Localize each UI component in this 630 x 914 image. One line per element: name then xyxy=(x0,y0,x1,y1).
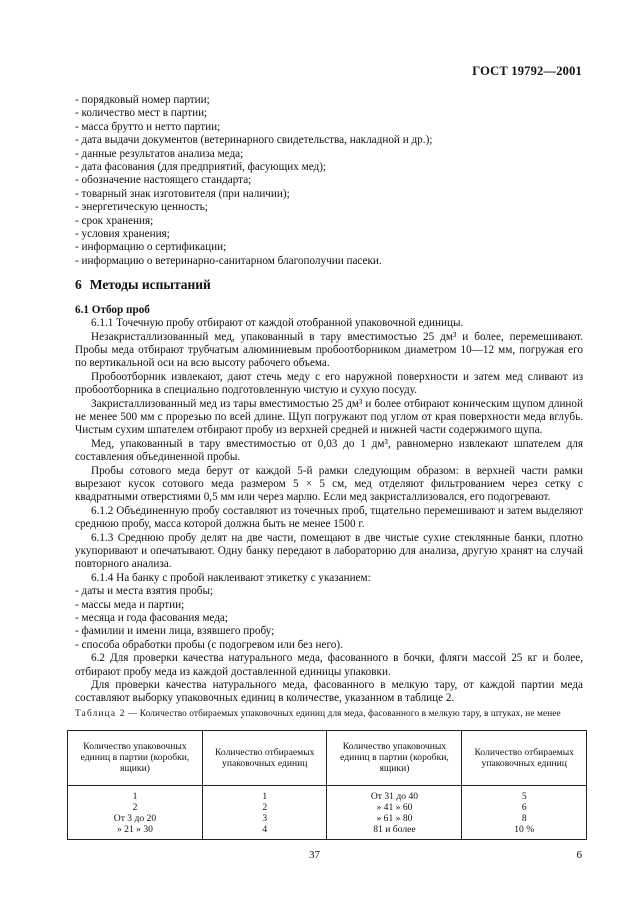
cell-value: 4 xyxy=(262,823,268,835)
table-header-cell: Количество отбираемых упаковочных единиц xyxy=(462,730,587,785)
table-caption xyxy=(75,709,583,720)
table-header-cell: Количество упаковочных единиц в партии (коробки, ящики) xyxy=(327,730,462,785)
cell-value: 8 xyxy=(521,812,527,824)
list-item: - масса брутто и нетто партии; xyxy=(75,121,583,134)
table-caption-label: Таблица 2 xyxy=(75,708,126,719)
cell-value: 1 xyxy=(262,790,268,802)
list-item: - информацию о ветеринарно-санитарном благополучии пасеки. xyxy=(75,255,583,268)
list-item: - массы меда и партии; xyxy=(75,599,583,612)
table-header-cell: Количество отбираемых упаковочных единиц xyxy=(202,730,327,785)
sampling-table xyxy=(67,730,587,840)
paragraph: Незакристаллизованный мед, упакованный в тару вместимостью 25 дм³ и более, перемешивают. Пробы меда отбирают трубчатым алюминиевым пробоотборником диаметром 10—12 мм, погружая его по вертикальной оси на всю высоту рабочего объема. xyxy=(75,330,583,370)
paragraph: 6.1.4 На банку с пробой наклеивают этикетку с указанием: xyxy=(91,571,371,584)
paragraph: Пробы сотового меда берут от каждой 5-й рамки следующим образом: в верхней части рамки вырезают кусок сотового меда размером 5 × 5 см, мед отделяют фильтрованием через сетку с квадратными отверстиями 0,5 мм или через марлю. Если мед закристаллизовался, его подогревают. xyxy=(75,464,583,504)
table-header-row xyxy=(68,730,587,785)
table-cell xyxy=(327,785,462,839)
list-item: - дата фасования (для предприятий, фасующих мед); xyxy=(75,161,583,174)
cell-value: 1 xyxy=(132,790,138,802)
cell-value: От 3 до 20 xyxy=(113,812,157,824)
cell-value: 81 и более xyxy=(373,823,416,835)
table-row xyxy=(68,785,587,839)
paragraph: 6.2 Для проверки качества натурального меда, фасованного в бочки, фляги массой 25 кг и более, отбирают пробу меда из каждой доставленной единицы упаковки. xyxy=(75,652,583,678)
paragraph: Пробоотборник извлекают, дают стечь меду с его наружной поверхности и затем мед сливают из пробоотборника в специально подготовленную чистую и сухую посуду. xyxy=(75,370,583,397)
cell-value: 10 % xyxy=(514,823,535,835)
list-item: - количество мест в партии; xyxy=(75,107,583,120)
cell-value: » 21 » 30 xyxy=(116,823,153,835)
page-content xyxy=(75,94,583,840)
label-info-list xyxy=(75,94,583,268)
label-contents-list xyxy=(75,585,583,652)
paragraph: 6.1.3 Среднюю пробу делят на две части, помещают в две чистые сухие стеклянные банки, плотно укупоривают и опечатывают. Одну банку передают в лабораторию для анализа, другую хранят на случай повторного анализа. xyxy=(75,531,583,571)
cell-value: 6 xyxy=(521,801,527,813)
paragraph: 6.1.2 Объединенную пробу составляют из точечных проб, тщательно перемешивают и затем выделяют среднюю пробу, масса которой должна быть не менее 1500 г. xyxy=(75,504,583,531)
cell-value: » 41 » 60 xyxy=(376,801,413,813)
list-item: - обозначение настоящего стандарта; xyxy=(75,174,583,187)
section-heading xyxy=(75,278,583,291)
list-item: - срок хранения; xyxy=(75,215,583,228)
cell-value: 2 xyxy=(132,801,138,813)
list-item: - условия хранения; xyxy=(75,228,583,241)
list-item: - энергетическую ценность; xyxy=(75,201,583,214)
standard-code-header: ГОСТ 19792—2001 xyxy=(472,64,582,78)
subsection-heading: 6.1 Отбор проб xyxy=(75,303,150,316)
table-cell xyxy=(462,785,587,839)
list-item: - порядковый номер партии; xyxy=(75,94,583,107)
table-cell xyxy=(202,785,327,839)
paragraph: 6.1.1 Точечную пробу отбирают от каждой отобранной упаковочной единицы. xyxy=(91,317,464,330)
paragraph: Закристаллизованный мед из тары вместимостью 25 дм³ и более отбирают коническим щупом длиной не менее 500 мм с прорезью по всей длине. Щуп погружают под углом от края поверхности меда вглубь. Чистым сухим шпателем отбирают пробу из верхней средней и нижней части содержимого щупа. xyxy=(75,397,583,437)
table-cell xyxy=(68,785,203,839)
list-item: - даты и места взятия пробы; xyxy=(75,585,583,598)
paragraph: Мед, упакованный в тару вместимостью от 0,03 до 1 дм³, равномерно извлекают шпателем для составления объединенной пробы. xyxy=(75,437,583,464)
table-header-cell: Количество упаковочных единиц в партии (коробки, ящики) xyxy=(68,730,203,785)
list-item: - способа обработки пробы (с подогревом или без него). xyxy=(75,639,583,652)
section-number: 6 xyxy=(75,277,82,293)
cell-value: » 61 » 80 xyxy=(376,812,413,824)
cell-value: 3 xyxy=(262,812,268,824)
list-item: - месяца и года фасования меда; xyxy=(75,612,583,625)
list-item: - данные результатов анализа меда; xyxy=(75,148,583,161)
sheet-number: 6 xyxy=(576,849,582,861)
list-item: - информацию о сертификации; xyxy=(75,241,583,254)
table-caption-text: — Количество отбираемых упаковочных единиц для меда, фасованного в мелкую тару, в штуках, не менее xyxy=(125,708,561,719)
paragraph: Для проверки качества натурального меда, фасованного в мелкую тару, от каждой партии меда составляют выборку упаковочных единиц в количестве, указанном в таблице 2. xyxy=(75,679,583,705)
list-item: - фамилии и имени лица, взявшего пробу; xyxy=(75,625,583,638)
page-number: 37 xyxy=(309,849,320,861)
list-item: - дата выдачи документов (ветеринарного свидетельства, накладной и др.); xyxy=(75,134,583,147)
list-item: - товарный знак изготовителя (при наличии); xyxy=(75,188,583,201)
cell-value: От 31 до 40 xyxy=(370,790,419,802)
cell-value: 5 xyxy=(521,790,527,802)
section-title: Методы испытаний xyxy=(89,277,211,293)
cell-value: 2 xyxy=(262,801,268,813)
